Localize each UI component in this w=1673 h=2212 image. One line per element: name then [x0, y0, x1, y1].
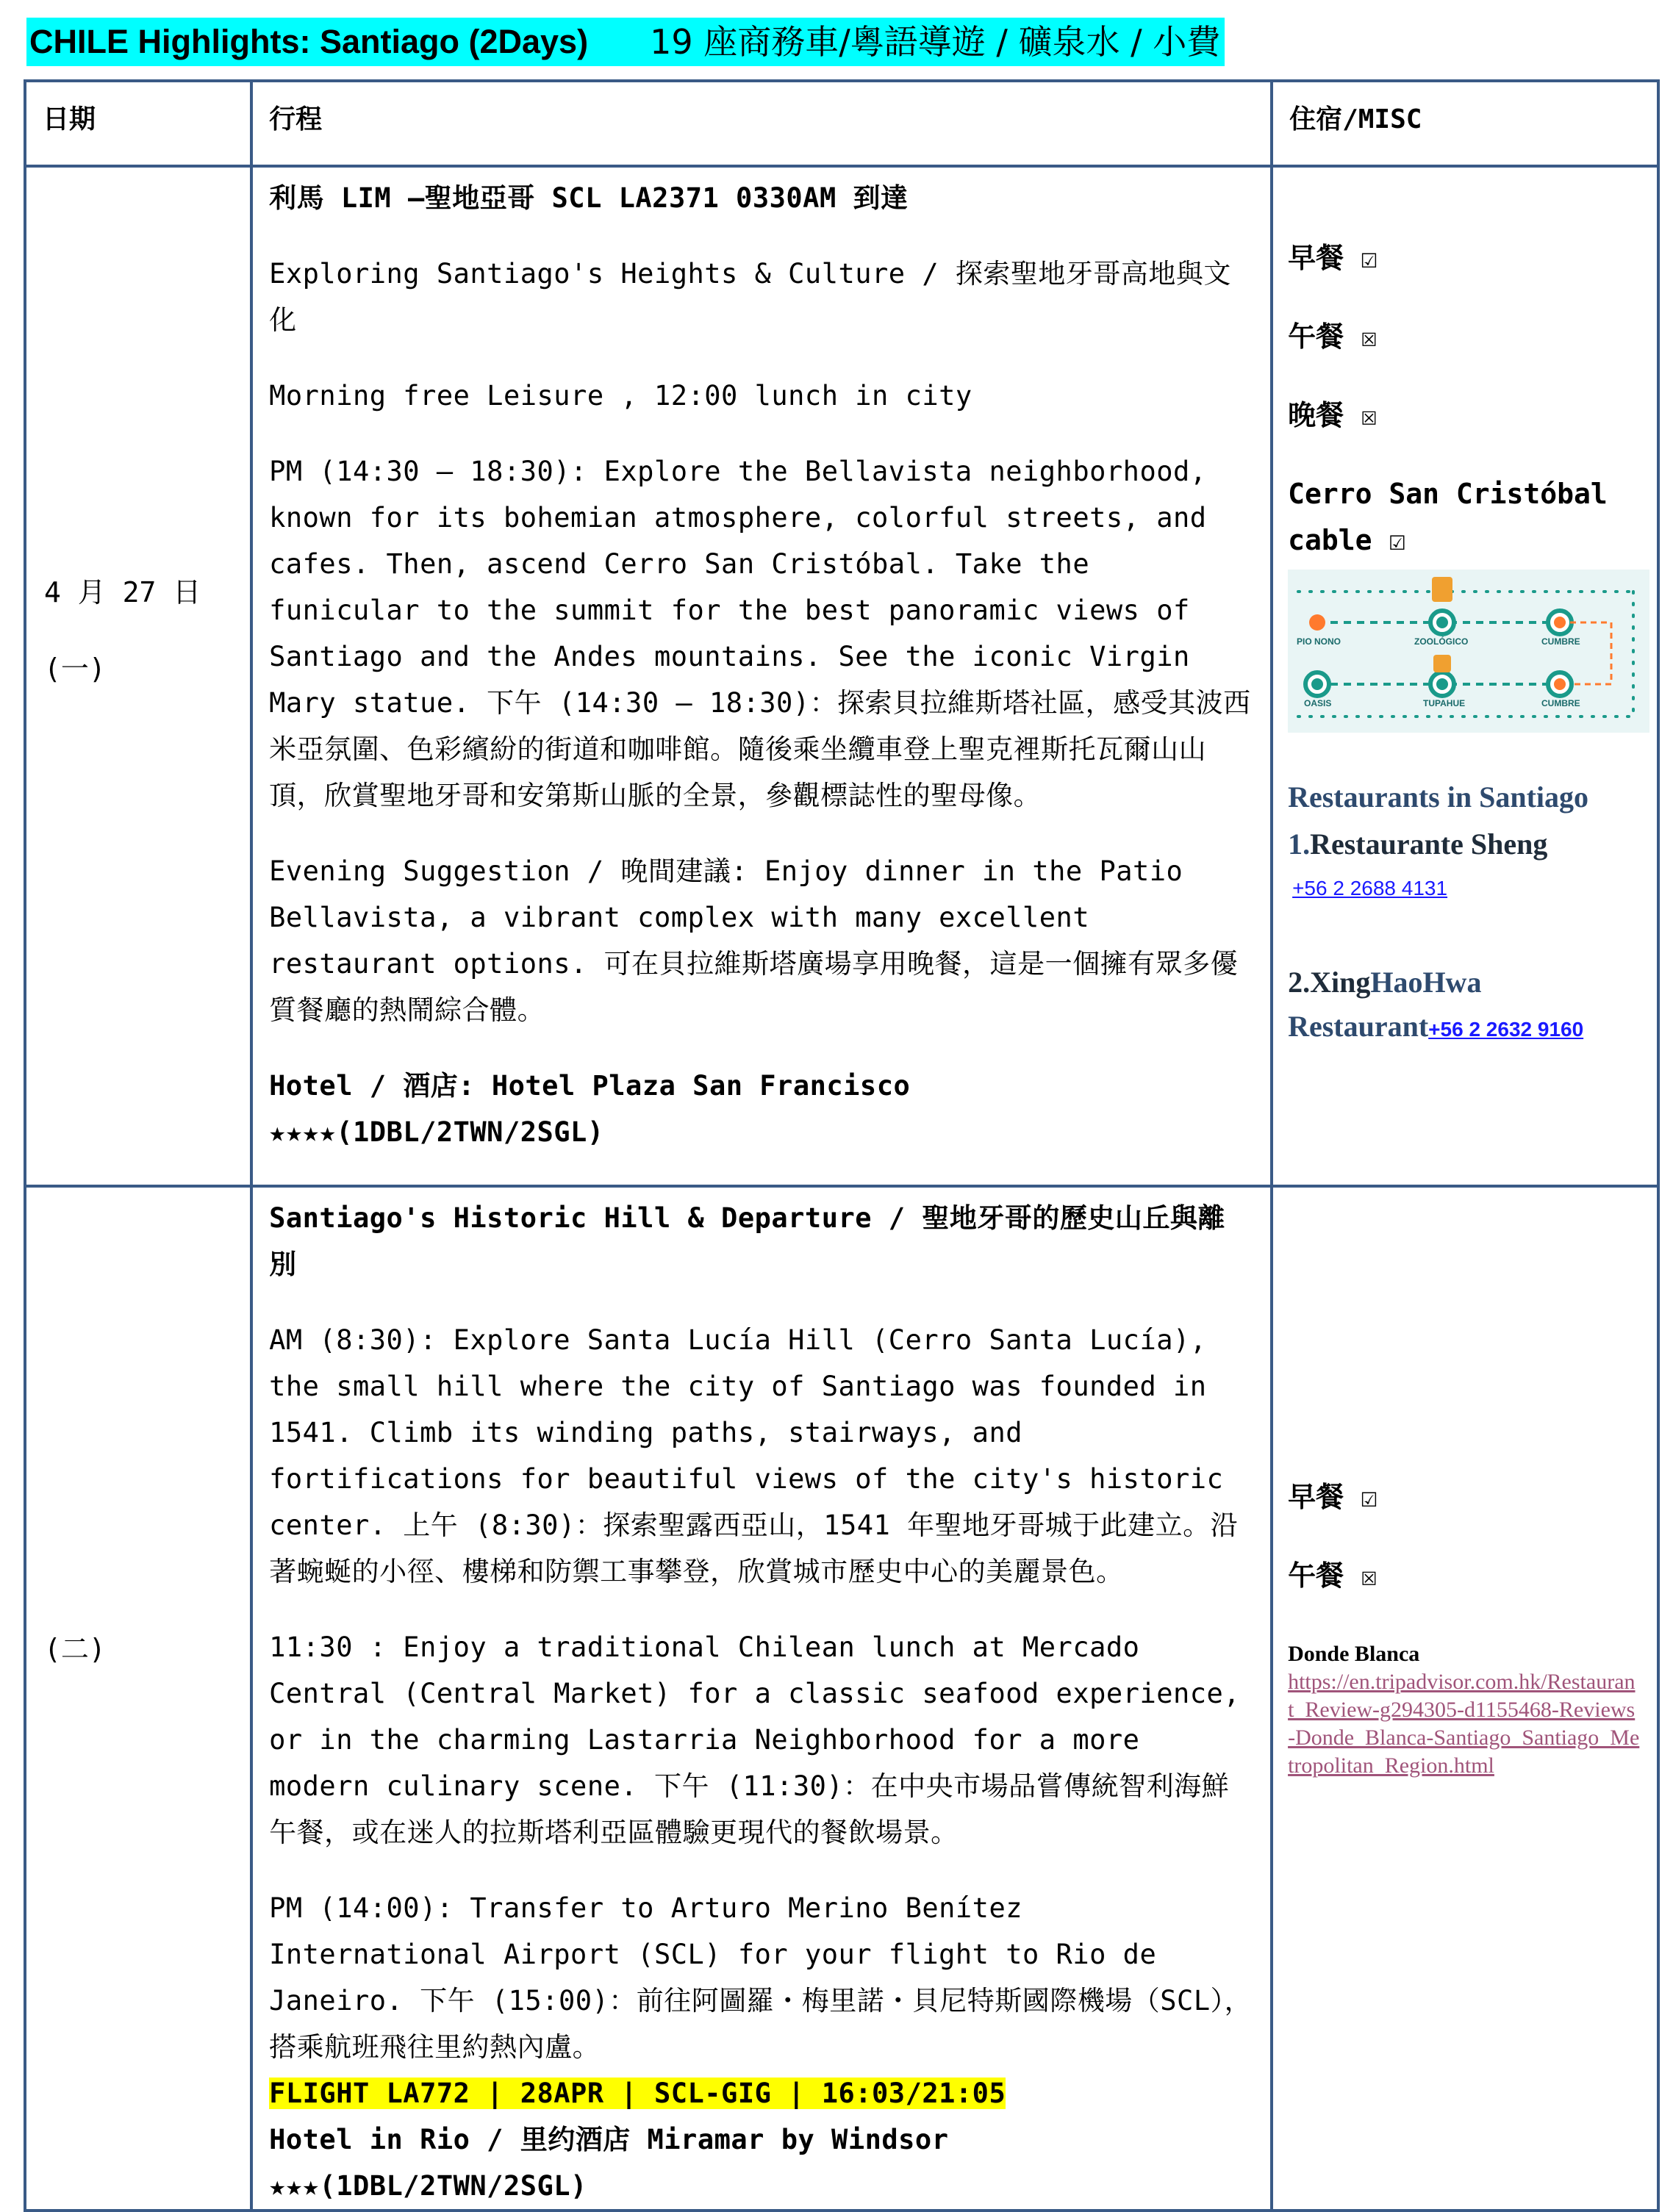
- title-english: CHILE Highlights: Santiago (2Days): [26, 18, 594, 66]
- table-row-day2: [25, 1186, 1658, 2211]
- day2-pm: PM (14:00): Transfer to Arturo Merino Benítez International Airport (SCL) for your flight to Rio de Janeiro. 下午 (15:00)：前往阿圖羅・梅里諾・貝尼特斯國際機場（SCL），搭乘航班飛往里約熱內盧。: [269, 1892, 1253, 2063]
- restaurants-title: Restaurants in Santiago: [1288, 780, 1589, 814]
- header-misc-cell: [1272, 81, 1658, 166]
- restaurant1-phone-link[interactable]: +56 2 2688 4131: [1292, 877, 1448, 899]
- station-oasis: OASIS: [1304, 698, 1332, 708]
- header-misc: 住宿/MISC: [1289, 104, 1422, 134]
- header-itinerary: 行程: [269, 104, 323, 134]
- title-gap: [594, 18, 650, 66]
- title-chinese: 19 座商務車/粵語導遊 / 礦泉水 / 小費: [650, 18, 1225, 66]
- day1-dinner: 晚餐 ☒: [1288, 399, 1378, 431]
- day2-misc-cell: [1272, 1186, 1658, 2211]
- day1-misc-cell: [1272, 166, 1658, 1186]
- header-date-cell: [25, 81, 251, 166]
- day2-lunch: 午餐 ☒: [1288, 1559, 1378, 1592]
- day2-title: Santiago's Historic Hill & Departure / 聖地牙哥的歷史山丘與離別: [269, 1202, 1225, 1280]
- itinerary-table: [24, 79, 1660, 2212]
- day2-hotel: Hotel in Rio / 里约酒店 Miramar by Windsor ★★★(1DBL/2TWN/2SGL): [269, 2124, 949, 2202]
- day1-hotel: Hotel / 酒店: Hotel Plaza San Francisco ★★★★(1DBL/2TWN/2SGL): [269, 1070, 911, 1148]
- restaurant2-num: 2.: [1288, 966, 1311, 999]
- day2-restaurant-name: Donde Blanca: [1288, 1642, 1420, 1666]
- day1-evening: Evening Suggestion / 晚間建議: Enjoy dinner in the Patio Bellavista, a vibrant complex with many excellent restaurant options. 可在貝拉維斯塔廣場享用晚餐，這是一個擁有眾多優質餐廳的熱鬧綜合體。: [269, 855, 1239, 1026]
- day1-itinerary-cell: [251, 166, 1272, 1186]
- day2-breakfast: 早餐 ☑: [1288, 1481, 1378, 1513]
- station-pio-nono: PIO NONO: [1297, 636, 1341, 647]
- restaurant2-name-b: HaoHwa: [1370, 966, 1482, 999]
- day2-weekday: (二): [44, 1633, 106, 1665]
- day2-restaurant-link[interactable]: https://en.tripadvisor.com.hk/Restaurant_Review-g294305-d1155468-Reviews-Donde_Blanca-Santiago_Santiago_Metropolitan_Region.html: [1288, 1670, 1640, 1778]
- day2-flight: FLIGHT LA772 | 28APR | SCL-GIG | 16:03/21:05: [269, 2078, 1006, 2109]
- station-tupahue: TUPAHUE: [1423, 698, 1466, 708]
- header-itinerary-cell: [251, 81, 1272, 166]
- table-header-row: [25, 81, 1658, 166]
- restaurant2-name-a: Xing: [1310, 966, 1371, 999]
- day1-flight-title: 利馬 LIM —聖地亞哥 SCL LA2371 0330AM 到達: [269, 182, 909, 214]
- day2-itinerary-cell: [251, 1186, 1272, 2211]
- cable-car-icon: [1432, 577, 1452, 602]
- restaurant1-num: 1.: [1288, 827, 1311, 861]
- day1-morning: Morning free Leisure , 12:00 lunch in city: [269, 380, 972, 412]
- day2-lunch: 11:30 : Enjoy a traditional Chilean lunch at Mercado Central (Central Market) for a classic seafood experience, or in the charming Lastarria Neighborhood for a more modern culinary scene. 下午 (11:30)：在中央市場品嘗傳統智利海鮮午餐，或在迷人的拉斯塔利亞區體驗更現代的餐飲場景。: [269, 1631, 1241, 1848]
- station-cumbre-bottom: CUMBRE: [1541, 698, 1580, 708]
- day1-lunch: 午餐 ☒: [1288, 320, 1378, 353]
- day2-date-cell: [25, 1186, 251, 2211]
- day1-weekday: (一): [44, 653, 106, 685]
- pin-icon: [1309, 614, 1325, 631]
- header-date: 日期: [43, 104, 96, 134]
- table-row-day1: [25, 166, 1658, 1186]
- day1-cable-line1: Cerro San Cristóbal: [1288, 478, 1608, 510]
- day1-date: 4 月 27 日: [44, 576, 201, 608]
- station-cumbre-top: CUMBRE: [1541, 636, 1580, 647]
- page-title: [26, 18, 1225, 66]
- restaurant2-name-c: Restaurant: [1288, 1010, 1429, 1043]
- restaurant2-phone-link[interactable]: +56 2 2632 9160: [1428, 1018, 1584, 1041]
- day1-pm: PM (14:30 – 18:30): Explore the Bellavista neighborhood, known for its bohemian atmosphere, colorful streets, and cafes. Then, ascend Cerro San Cristóbal. Take the funicular to the summit for the best panoramic views of Santiago and the Andes mountains. See the iconic Virgin Mary statue. 下午 (14:30 – 18:30)：探索貝拉維斯塔社區，感受其波西米亞氛圍、色彩繽紛的街道和咖啡館。隨後乘坐纜車登上聖克裡斯托瓦爾山山頂，欣賞聖地牙哥和安第斯山脈的全景，參觀標誌性的聖母像。: [269, 456, 1251, 811]
- day1-date-cell: [25, 166, 251, 1186]
- day2-am: AM (8:30): Explore Santa Lucía Hill (Cerro Santa Lucía), the small hill where the city of Santiago was founded in 1541. Climb its winding paths, stairways, and fortifications for beautiful views of the city's historic center. 上午 (8:30)：探索聖露西亞山，1541 年聖地牙哥城于此建立。沿著蜿蜒的小徑、樓梯和防禦工事攀登，欣賞城市歷史中心的美麗景色。: [269, 1324, 1239, 1587]
- cable-car-route-diagram: [1288, 570, 1649, 733]
- day1-breakfast: 早餐 ☑: [1288, 242, 1378, 274]
- day1-cable-line2: cable ☑: [1288, 524, 1406, 556]
- restaurant1-name: Restaurante Sheng: [1310, 827, 1548, 861]
- station-zoologico: ZOOLÓGICO: [1414, 636, 1469, 647]
- day1-theme: Exploring Santiago's Heights & Culture / 探索聖地牙哥高地與文化: [269, 258, 1231, 336]
